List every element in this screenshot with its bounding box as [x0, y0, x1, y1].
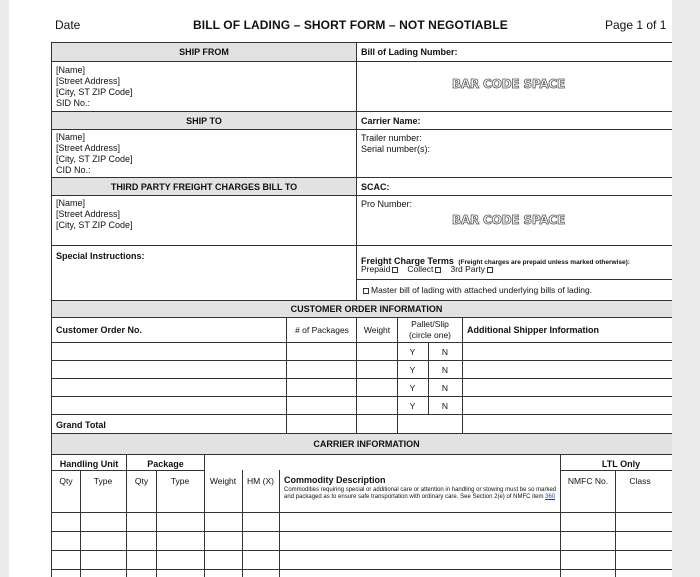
col-num-packages: # of Packages: [295, 325, 349, 335]
third-party-checkbox[interactable]: [487, 267, 493, 273]
rule: [51, 569, 672, 570]
master-bol-label: Master bill of lading with attached underlying bills of lading.: [371, 285, 593, 295]
rule: [80, 470, 81, 577]
col-pallet-slip-line1: Pallet/Slip: [411, 319, 449, 329]
col-pallet-slip-line2: (circle one): [408, 329, 452, 340]
master-bol-checkbox[interactable]: [363, 288, 369, 294]
third-party-name: [Name]: [56, 198, 86, 208]
carrier-info-heading: CARRIER INFORMATION: [313, 439, 420, 449]
rule: [156, 470, 157, 577]
rule: [51, 470, 204, 471]
row4-yes[interactable]: Y: [409, 401, 416, 411]
hu-type-label: Type: [93, 476, 113, 486]
ship-from-name: [Name]: [56, 65, 86, 75]
third-party-city: [City, ST ZIP Code]: [56, 220, 133, 230]
collect-label: Collect: [407, 264, 434, 274]
weight-label: Weight: [209, 476, 237, 486]
rule: [286, 317, 287, 433]
package-label: Package: [147, 459, 184, 469]
rule: [561, 470, 672, 471]
ship-to-name: [Name]: [56, 132, 86, 142]
ship-to-address[interactable]: [56, 132, 133, 176]
class-label: Class: [629, 476, 651, 486]
rule: [462, 317, 463, 433]
rule: [242, 470, 243, 577]
third-party-heading: THIRD PARTY FREIGHT CHARGES BILL TO: [110, 182, 298, 192]
handling-unit-label: Handling Unit: [59, 459, 119, 469]
nmfc-item-link[interactable]: 360: [545, 494, 556, 500]
row1-no[interactable]: N: [441, 347, 449, 357]
master-bol: [361, 285, 592, 296]
pkg-qty-label: Qty: [134, 476, 149, 486]
nmfc-no-label: NMFC No.: [567, 476, 609, 486]
ship-to-heading: SHIP TO: [186, 116, 222, 126]
customer-order-heading: CUSTOMER ORDER INFORMATION: [290, 304, 443, 314]
commodity-text: Commodities requiring special or additional care or attention in handling or stowing must be so marked and packaged as to ensure safe transportation with ordinary care. See Section 2(e) of NMFC item: [284, 487, 557, 500]
rule: [51, 414, 672, 415]
hu-qty-label: Qty: [59, 476, 73, 486]
barcode-space: BAR CODE SPACE: [452, 77, 566, 91]
col-weight: Weight: [363, 325, 391, 335]
grand-total-label: Grand Total: [56, 420, 106, 430]
rule: [356, 317, 357, 433]
rule: [51, 396, 672, 397]
col-pallet-slip: [397, 319, 463, 340]
freight-terms-label: Freight Charge Terms: [361, 256, 454, 266]
document-page: [9, 0, 672, 577]
rule: [51, 550, 672, 551]
carrier-name-label: Carrier Name:: [361, 116, 421, 126]
ship-to-street: [Street Address]: [56, 143, 121, 153]
center-divider: [356, 42, 357, 301]
rule: [356, 129, 672, 130]
freight-terms-options: [361, 264, 495, 275]
rule: [51, 342, 672, 343]
prepaid-label: Prepaid: [361, 264, 391, 274]
left-margin: [0, 0, 9, 577]
rule: [51, 317, 672, 318]
rule: [51, 360, 672, 361]
rule: [356, 61, 672, 62]
commodity-text-wrap: [284, 487, 559, 501]
document-title: BILL OF LADING – SHORT FORM – NOT NEGOTIABLE: [193, 18, 508, 32]
rule: [615, 470, 616, 577]
ltl-only-label: LTL Only: [601, 459, 641, 469]
col-customer-order-no: Customer Order No.: [56, 325, 143, 335]
ship-from-address[interactable]: [56, 65, 133, 109]
rule: [204, 454, 205, 577]
rule: [51, 454, 672, 455]
rule: [51, 245, 672, 246]
row4-no[interactable]: N: [441, 401, 449, 411]
collect-checkbox[interactable]: [435, 267, 441, 273]
third-party-street: [Street Address]: [56, 209, 121, 219]
rule: [356, 279, 672, 280]
pkg-type-label: Type: [170, 476, 190, 486]
barcode-space-pro: BAR CODE SPACE: [452, 213, 566, 227]
rule: [51, 195, 357, 196]
row2-no[interactable]: N: [441, 365, 449, 375]
rule: [279, 470, 280, 577]
rule: [51, 512, 672, 513]
serial-number-label: Serial number(s):: [361, 144, 431, 154]
prepaid-checkbox[interactable]: [392, 267, 398, 273]
row2-yes[interactable]: Y: [409, 365, 416, 375]
ship-from-sid: SID No.:: [56, 98, 91, 108]
rule: [51, 129, 357, 130]
special-instructions-label: Special Instructions:: [56, 251, 145, 261]
bol-number-label: Bill of Lading Number:: [361, 47, 458, 57]
date-label: Date: [55, 18, 81, 32]
row3-yes[interactable]: Y: [409, 383, 416, 393]
rule: [560, 454, 561, 577]
row3-no[interactable]: N: [441, 383, 449, 393]
right-margin: [672, 0, 700, 577]
third-party-address[interactable]: [56, 198, 133, 231]
col-additional-info: Additional Shipper Information: [467, 325, 599, 335]
commodity-title: Commodity Description: [284, 475, 386, 485]
pro-number-label: Pro Number:: [361, 199, 413, 209]
third-party-label: 3rd Party: [450, 264, 485, 274]
ship-from-street: [Street Address]: [56, 76, 121, 86]
ship-to-city: [City, ST ZIP Code]: [56, 154, 133, 164]
rule: [51, 531, 672, 532]
freight-terms-note: (Freight charges are prepaid unless marked otherwise):: [458, 259, 630, 266]
scac-label: SCAC:: [361, 182, 390, 192]
commodity-description: [284, 475, 559, 501]
rule: [51, 61, 357, 62]
rule: [126, 454, 127, 577]
ship-from-city: [City, ST ZIP Code]: [56, 87, 133, 97]
ship-from-heading: SHIP FROM: [179, 47, 229, 57]
hm-label: HM (X): [247, 476, 274, 486]
rule: [356, 195, 672, 196]
ship-to-cid: CID No.:: [56, 165, 91, 175]
page-number: Page 1 of 1: [605, 18, 667, 32]
row1-yes[interactable]: Y: [409, 347, 416, 357]
trailer-number-label: Trailer number:: [361, 133, 422, 143]
rule: [51, 378, 672, 379]
